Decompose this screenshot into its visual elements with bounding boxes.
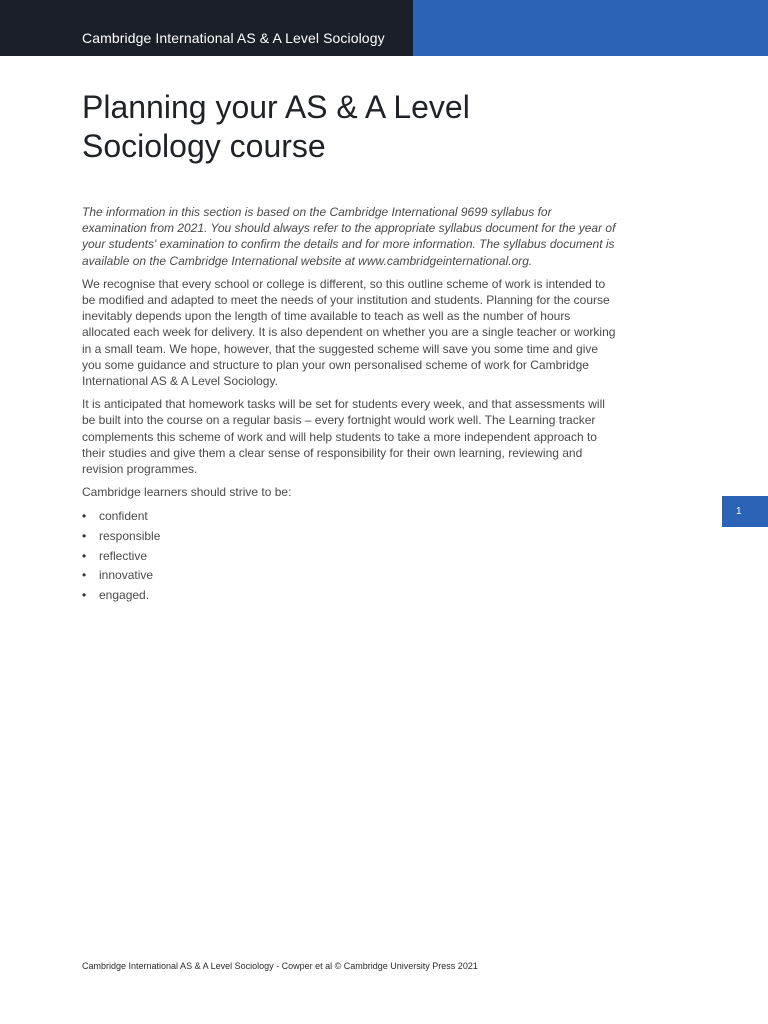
list-item: • responsible bbox=[82, 527, 616, 547]
learner-qualities-list bbox=[82, 507, 616, 605]
list-item: • innovative bbox=[82, 566, 616, 586]
paragraph-scheme-of-work: We recognise that every school or college is different, so this outline scheme of work is intended to be modified and adapted to meet the needs of your institution and students. Planning for the course inevitably depends upon the length of time available to teach as well as the number of hours allocated each week for delivery. It is also dependent on whether you are a single teacher or working in a small team. We hope, however, that the suggested scheme will save you some time and give you some guidance and structure to plan your own personalised scheme of work for Cambridge International AS & A Level Sociology. bbox=[82, 276, 616, 389]
list-item: • reflective bbox=[82, 547, 616, 567]
list-item: • confident bbox=[82, 507, 616, 527]
main-content bbox=[82, 204, 616, 605]
header-title: Cambridge International AS & A Level Sociology bbox=[82, 30, 385, 46]
list-item: • engaged. bbox=[82, 586, 616, 606]
paragraph-homework: It is anticipated that homework tasks will be set for students every week, and that assessments will be built into the course on a regular basis – every fortnight would work well. The Learning tracker complements this scheme of work and will help students to take a more independent approach to their studies and give them a clear sense of responsibility for their own learning, reviewing and revision programmes. bbox=[82, 397, 605, 477]
page-number-tab: 1 bbox=[722, 496, 768, 527]
footer-copyright: Cambridge International AS & A Level Sociology - Cowper et al © Cambridge University Press 2021 bbox=[82, 961, 478, 971]
intro-note: The information in this section is based on the Cambridge International 9699 syllabus for examination from 2021. You should always refer to the appropriate syllabus document for the year of your students' examination to confirm the details and for more information. The syllabus document is available on the Cambridge International website at www.cambridgeinternational.org. bbox=[82, 205, 616, 268]
learners-intro: Cambridge learners should strive to be: bbox=[82, 485, 292, 500]
page-title: Planning your AS & A Level Sociology course bbox=[82, 89, 470, 164]
header-bar-dark bbox=[0, 0, 413, 56]
header-bar-accent bbox=[413, 0, 768, 56]
